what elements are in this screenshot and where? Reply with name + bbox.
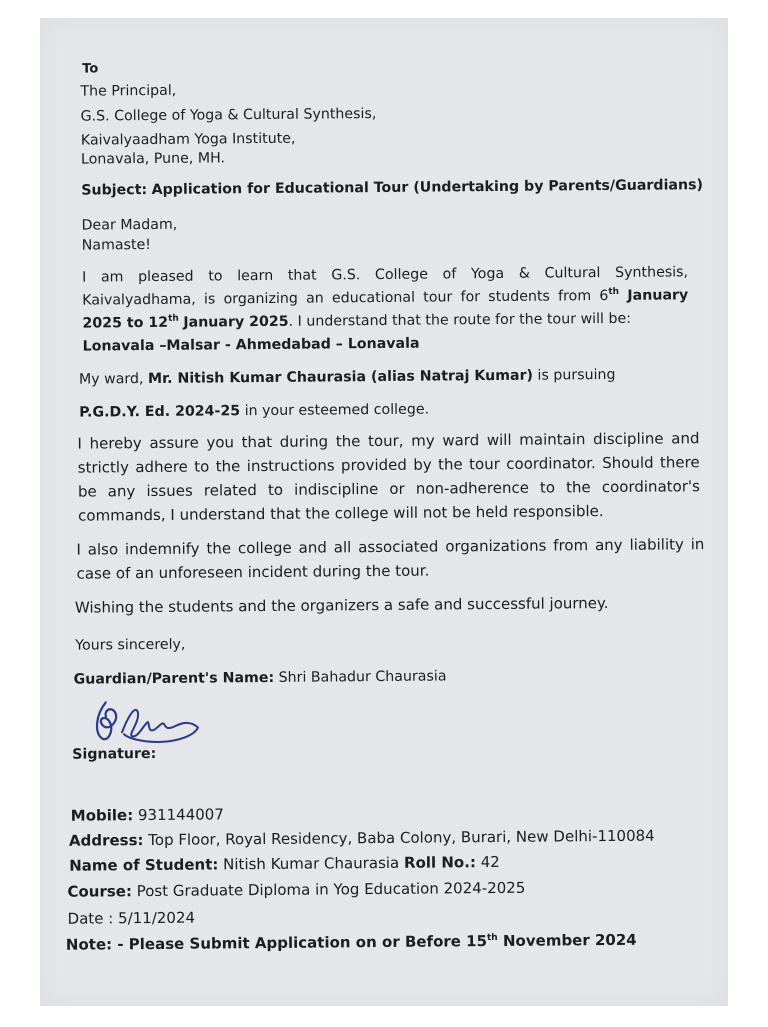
para1-january: January [627,287,689,304]
note-date: November 2024 [502,930,637,950]
date-label: Date : [67,909,114,928]
tour-end-date: January 2025 [183,313,289,331]
guardian-name: Shri Bahadur Chaurasia [278,668,447,686]
guardian-line [73,667,446,688]
para3-line4: commands, I understand that the college will not be held responsible. [78,502,604,525]
roll-value: 42 [480,852,500,872]
closing: Yours sincerely, [75,636,186,654]
course-line [67,879,525,901]
address-line-2: G.S. College of Yoga & Cultural Synthesis, [80,106,377,125]
note-superscript: th [486,932,498,944]
subject-text: Application for Educational Tour (Undertaking by Parents/Guardians) [151,177,704,198]
note-text: Note: - Please Submit Application on or Before 15 [65,932,488,954]
handwritten-signature [88,691,218,748]
address-line-4: Lonavala, Pune, MH. [80,150,226,168]
salutation: Dear Madam, [81,216,178,234]
student-line [69,853,500,875]
address-detail-line [69,827,655,850]
address-line-3: Kaivalyaadham Yoga Institute, [80,130,296,149]
para3-line2: strictly adhere to the instructions provided by the tour coordinator. Should there [77,453,700,477]
roll-label: Roll No.: [403,853,476,872]
mobile-line [71,805,224,824]
para5: Wishing the students and the organizers a safe and successful journey. [74,594,609,617]
course-short: P.G.D.Y. Ed. 2024-25 [79,403,241,421]
address-detail-value: Top Floor, Royal Residency, Baba Colony, Burari, New Delhi-110084 [148,826,655,850]
mobile-label: Mobile: [70,806,134,825]
para2-pursuing: is pursuing [532,366,616,384]
para1-line2 [82,286,688,311]
address-detail-label: Address: [68,831,144,850]
para3-line1: I hereby assure you that during the tour, my ward will maintain discipline and [77,429,700,453]
student-value: Nitish Kumar Chaurasia [223,853,400,874]
course-label: Course: [67,882,132,901]
date-value: 5/11/2024 [118,908,196,928]
signature-label: Signature: [72,745,157,763]
para4-line1: I also indemnify the college and all associated organizations from any liability in [76,535,705,559]
para2-line2 [79,401,429,422]
greeting: Namaste! [81,236,152,254]
para2-my-ward: My ward, [78,371,149,388]
mobile-value: 931144007 [137,805,224,825]
para1-line3-rest: . I understand that the route for the tour will be: [288,310,632,330]
note-line [66,931,637,957]
para1-line2-text: Kaivalyadhama, is organizing an educational tour for students from 6 [82,287,609,309]
guardian-label: Guardian/Parent's Name: [73,669,275,688]
address-line-1: The Principal, [80,82,177,100]
tour-route: Lonavala –Malsar - Ahmedabad – Lonavala [82,335,420,355]
para3-line3: be any issues related to indiscipline or non-adherence to the coordinator's [77,477,700,501]
para2-college: in your esteemed college. [240,401,430,420]
date-line [68,909,196,928]
ward-name: Mr. Nitish Kumar Chaurasia (alias Natraj Kumar) [147,367,534,388]
superscript-th-2: th [168,313,179,324]
tour-start-end: 2025 to 12 [82,314,169,332]
para2-line1 [79,366,616,389]
course-value: Post Graduate Diploma in Yog Education 2024-2025 [136,878,526,901]
to-line: To [82,61,99,77]
para4-line2: case of an unforeseen incident during the tour. [76,561,430,583]
student-label: Name of Student: [69,855,219,875]
subject-label: Subject: [81,182,148,199]
para1-line1: I am pleased to learn that G.S. College of Yoga & Cultural Synthesis, [81,264,689,286]
subject-line [81,176,703,199]
para1-line3 [82,310,631,335]
superscript-th: th [608,286,620,297]
